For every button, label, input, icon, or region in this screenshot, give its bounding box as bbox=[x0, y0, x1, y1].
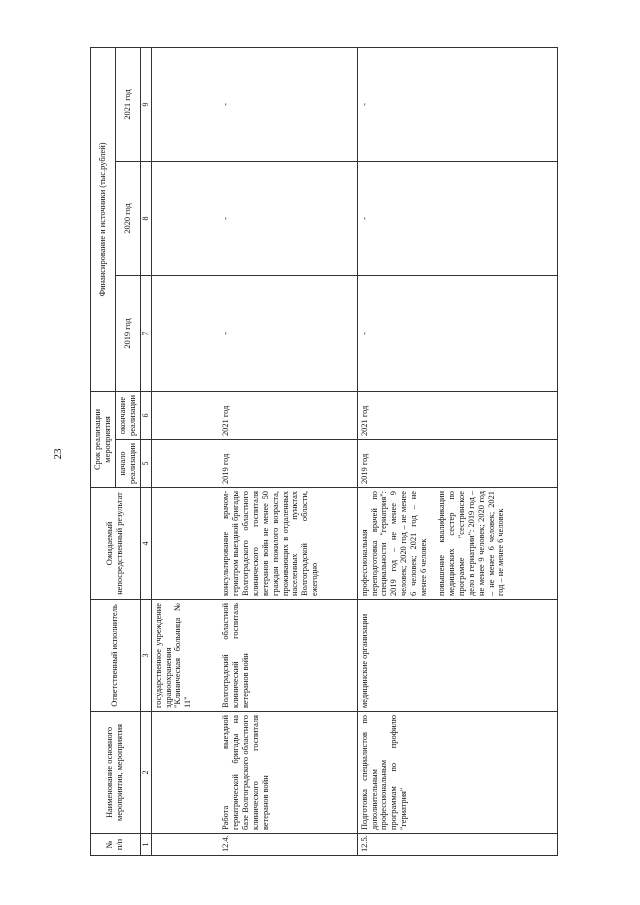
header-period-start: начало реализации bbox=[115, 440, 140, 488]
row-end: 2021 год bbox=[357, 391, 557, 439]
program-table-rotated bbox=[90, 48, 580, 856]
header-year-2021: 2021 год bbox=[115, 47, 140, 161]
column-number: 3 bbox=[140, 600, 151, 712]
row-finance-2021: - bbox=[357, 47, 557, 161]
header-name: Наименование основного мероприятия, мероприятия bbox=[91, 712, 141, 834]
column-number: 2 bbox=[140, 712, 151, 834]
row-finance-2019: - bbox=[357, 275, 557, 391]
column-number: 5 bbox=[140, 440, 151, 488]
column-number: 6 bbox=[140, 391, 151, 439]
header-num: № п/п bbox=[91, 834, 141, 856]
column-number: 1 bbox=[140, 834, 151, 856]
row-number: 12.4. bbox=[219, 834, 357, 856]
row-finance-2020: - bbox=[219, 161, 357, 275]
row-finance-2019: - bbox=[219, 275, 357, 391]
table-row-continuation bbox=[151, 47, 219, 855]
row-end: 2021 год bbox=[219, 391, 357, 439]
header-period-end: окончание реализации bbox=[115, 391, 140, 439]
header-year-2020: 2020 год bbox=[115, 161, 140, 275]
row-start: 2019 год bbox=[357, 440, 557, 488]
row-executor: медицинские организации bbox=[357, 600, 557, 712]
program-table bbox=[90, 47, 558, 856]
row-result: консультирование врачом-гериатром выездной бригады Волгоградского областного клинического госпиталя ветеранов войн не менее 50 граждан пожилого возраста, проживающих в отдаленных населенных пунктах Волгоградской области, ежегодно bbox=[219, 488, 357, 600]
table-row bbox=[357, 47, 557, 855]
column-number-row bbox=[140, 47, 151, 855]
column-number: 7 bbox=[140, 275, 151, 391]
header-finance: Финансирование и источники (тыс.рублей) bbox=[91, 47, 116, 391]
column-number: 4 bbox=[140, 488, 151, 600]
column-number: 9 bbox=[140, 47, 151, 161]
row-start: 2019 год bbox=[219, 440, 357, 488]
row-name: Подготовка специалистов по дополнительным профессиональным программам по профилю "гериатрия" bbox=[357, 712, 557, 834]
continued-executor: государственное учреждение здравоохранения "Клиническая больница № 11" bbox=[151, 600, 219, 712]
row-name: Работа выездной гериатрической бригады на базе Волгоградского областного клинического госпиталя ветеранов войн bbox=[219, 712, 357, 834]
row-executor: Волгоградский областной клинический госпиталь ветеранов войн bbox=[219, 600, 357, 712]
row-result bbox=[357, 488, 557, 600]
row-number: 12.5. bbox=[357, 834, 557, 856]
row-finance-2021: - bbox=[219, 47, 357, 161]
row-result-part: профессиональная переподготовка врачей по специальности "гериатрия": 2019 год – не менее 9 человек; 2020 год – не менее 6 человек; 2021 год – не менее 6 человек bbox=[359, 491, 429, 596]
page-number: 23 bbox=[52, 448, 64, 460]
row-finance-2020: - bbox=[357, 161, 557, 275]
header-executor: Ответственный исполнитель bbox=[91, 600, 141, 712]
header-period: Срок реализации мероприятия bbox=[91, 391, 116, 487]
table-row bbox=[219, 47, 357, 855]
program-table-wrapper bbox=[90, 48, 580, 856]
column-number: 8 bbox=[140, 161, 151, 275]
header-year-2019: 2019 год bbox=[115, 275, 140, 391]
header-result: Ожидаемый непосредственный результат bbox=[91, 488, 141, 600]
row-result-part: повышение квалификации медицинских сестер по программе "сестринское дело в гериатрии": 2019 год – не менее 9 человек; 2020 год – не менее 6 человек; 2021 год – не менее 6 человек bbox=[436, 490, 506, 596]
